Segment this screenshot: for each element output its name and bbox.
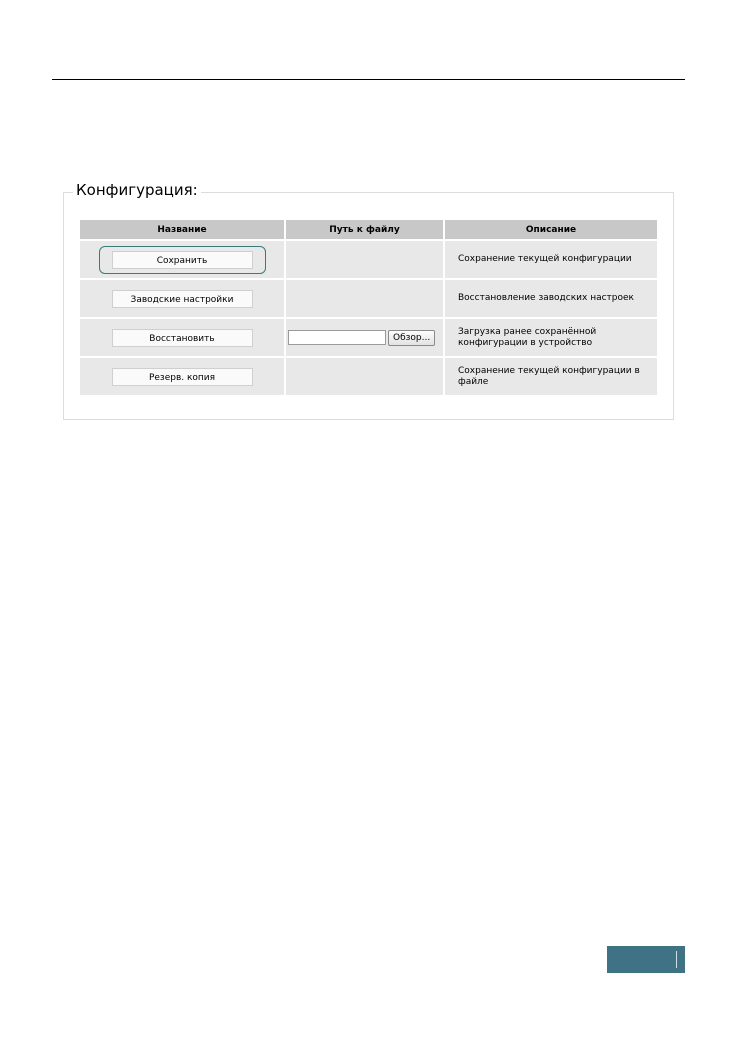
backup-button[interactable]: Резерв. копия [112, 368, 253, 386]
panel-title: Конфигурация: [73, 181, 201, 199]
header-path: Путь к файлу [286, 220, 445, 241]
restore-button[interactable]: Восстановить [112, 329, 253, 347]
name-cell [80, 280, 286, 319]
top-rule [52, 79, 685, 80]
table-row [80, 319, 657, 358]
config-table [80, 220, 657, 397]
table-row [80, 280, 657, 319]
header-name: Название [80, 220, 286, 241]
save-button[interactable]: Сохранить [112, 251, 253, 269]
description-cell: Загрузка ранее сохранённой конфигурации в устройство [445, 319, 657, 358]
path-cell [286, 319, 445, 358]
path-cell [286, 241, 445, 280]
description-cell: Сохранение текущей конфигурации в файле [445, 358, 657, 397]
name-cell [80, 319, 286, 358]
focus-ring [99, 246, 266, 274]
factory-reset-button[interactable]: Заводские настройки [112, 290, 253, 308]
page-number-tab [607, 946, 685, 973]
name-cell [80, 358, 286, 397]
browse-button[interactable]: Обзор... [388, 330, 435, 346]
name-cell [80, 241, 286, 280]
path-cell [286, 358, 445, 397]
description-cell: Сохранение текущей конфигурации [445, 241, 657, 280]
page-tab-divider [676, 951, 677, 968]
table-row [80, 358, 657, 397]
description-cell: Восстановление заводских настроек [445, 280, 657, 319]
file-path-input[interactable] [288, 330, 386, 345]
path-cell [286, 280, 445, 319]
table-header-row [80, 220, 657, 241]
table-row [80, 241, 657, 280]
header-description: Описание [445, 220, 657, 241]
